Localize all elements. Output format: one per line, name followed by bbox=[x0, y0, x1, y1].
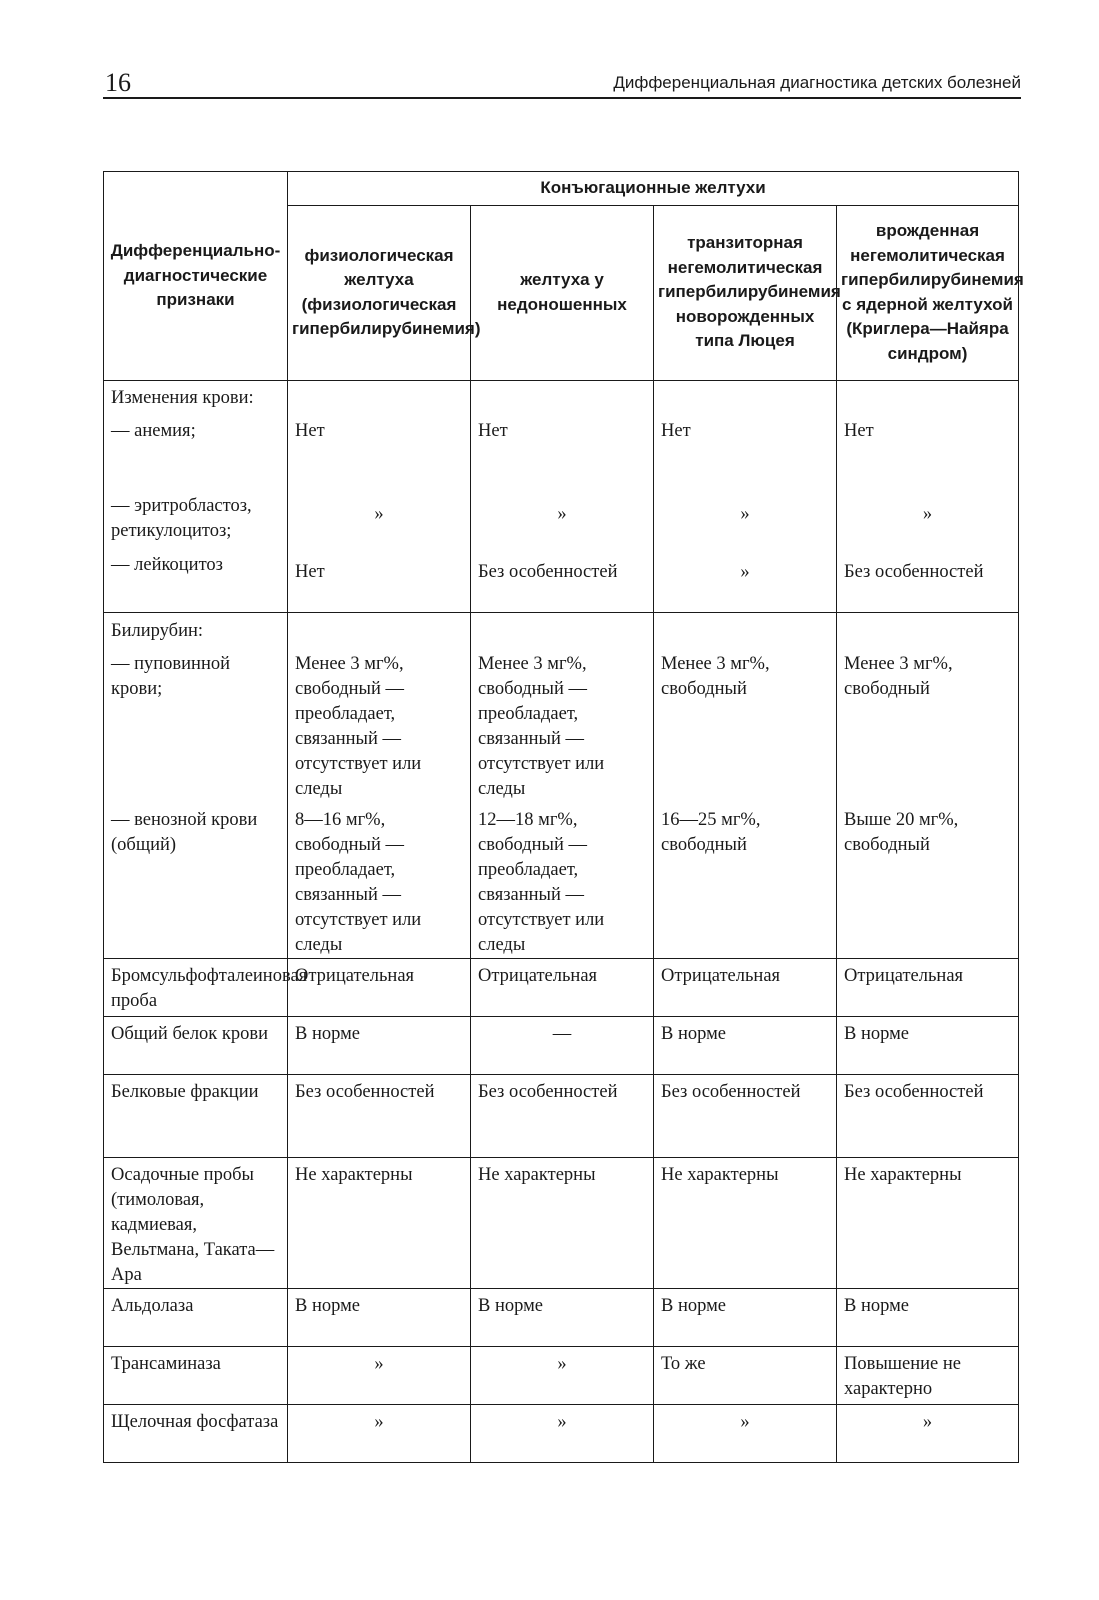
table-cell: Без особенностей bbox=[288, 1074, 471, 1157]
page-number: 16 bbox=[105, 68, 131, 97]
table-cell: » bbox=[471, 1346, 654, 1404]
table-cell: Не характерны bbox=[654, 1157, 837, 1288]
table-cell bbox=[471, 612, 654, 958]
table-cell: В норме bbox=[288, 1016, 471, 1074]
row-label-blood bbox=[104, 380, 288, 612]
table-cell: Не характерны bbox=[471, 1157, 654, 1288]
cell-value: Менее 3 мг%, свободный bbox=[661, 653, 770, 699]
table-cell bbox=[837, 380, 1019, 612]
table-cell: » bbox=[471, 1404, 654, 1462]
table-cell: Повышение не характерно bbox=[837, 1346, 1019, 1404]
group-header: Конъюгационные желтухи bbox=[288, 172, 1019, 206]
section-title: Изменения крови: bbox=[111, 387, 254, 408]
table-cell: Отрицательная bbox=[471, 958, 654, 1016]
table-cell: В норме bbox=[837, 1016, 1019, 1074]
cell-value: 8—16 мг%, свободный — преобладает, связанный — отсутствует или следы bbox=[295, 809, 422, 955]
cell-value: Без особенностей bbox=[844, 561, 984, 582]
column-header: желтуха у недоношенных bbox=[471, 205, 654, 380]
sub-label: — пуповинной крови; bbox=[111, 653, 231, 699]
table-cell: То же bbox=[654, 1346, 837, 1404]
comparison-table bbox=[103, 171, 1024, 1463]
cell-value: Выше 20 мг%, свободный bbox=[844, 809, 959, 855]
cell-value: 16—25 мг%, свободный bbox=[661, 809, 761, 855]
cell-value: Менее 3 мг%, свободный — преобладает, связанный — отсутствует или следы bbox=[295, 653, 422, 799]
table-cell: Отрицательная bbox=[654, 958, 837, 1016]
row-label: Трансаминаза bbox=[104, 1346, 288, 1404]
sub-label: — анемия; bbox=[111, 420, 196, 441]
cell-value: » bbox=[740, 503, 750, 524]
row-header-cell: Дифференциально-диагностические признаки bbox=[104, 172, 288, 381]
cell-value: Нет bbox=[295, 420, 325, 441]
row-label: Общий белок крови bbox=[104, 1016, 288, 1074]
sub-label: — лейкоцитоз bbox=[111, 554, 223, 575]
sub-label: — эритробластоз, ретикулоцитоз; bbox=[111, 495, 252, 541]
table-cell bbox=[837, 612, 1019, 958]
table-cell: Без особенностей bbox=[837, 1074, 1019, 1157]
cell-value: 12—18 мг%, свободный — преобладает, связанный — отсутствует или следы bbox=[478, 809, 605, 955]
column-header: физиологическая желтуха (физиологическая гипербилирубинемия) bbox=[288, 205, 471, 380]
table-cell: Отрицательная bbox=[288, 958, 471, 1016]
running-title: Дифференциальная диагностика детских болезней bbox=[613, 73, 1021, 92]
sub-label: — венозной крови (общий) bbox=[111, 809, 258, 855]
cell-value: Менее 3 мг%, свободный bbox=[844, 653, 953, 699]
cell-value: Нет bbox=[844, 420, 874, 441]
table-cell: Отрицательная bbox=[837, 958, 1019, 1016]
cell-value: Менее 3 мг%, свободный — преобладает, связанный — отсутствует или следы bbox=[478, 653, 605, 799]
row-label-bilirubin bbox=[104, 612, 288, 958]
cell-value: » bbox=[374, 503, 384, 524]
table-cell: » bbox=[837, 1404, 1019, 1462]
cell-value: » bbox=[740, 561, 750, 582]
table-cell: Не характерны bbox=[837, 1157, 1019, 1288]
column-header: транзиторная негемолитическая гипербилирубинемия новорожденных типа Люцея bbox=[654, 205, 837, 380]
table-cell bbox=[654, 380, 837, 612]
column-header: врожденная негемолитическая гипербилирубинемия с ядерной желтухой (Криглера—Найяра синдром) bbox=[837, 205, 1019, 380]
table-cell: В норме bbox=[837, 1288, 1019, 1346]
cell-value: Нет bbox=[295, 561, 325, 582]
cell-value: Нет bbox=[478, 420, 508, 441]
table-cell: Не характерны bbox=[288, 1157, 471, 1288]
table-cell: Без особенностей bbox=[654, 1074, 837, 1157]
table-cell: В норме bbox=[288, 1288, 471, 1346]
cell-value: » bbox=[922, 503, 933, 524]
row-label: Белковые фракции bbox=[104, 1074, 288, 1157]
table-cell bbox=[288, 380, 471, 612]
table-cell bbox=[654, 612, 837, 958]
cell-value: Нет bbox=[661, 420, 691, 441]
cell-value: Без особенностей bbox=[478, 561, 618, 582]
table-cell: В норме bbox=[654, 1016, 837, 1074]
table-cell: Без особенностей bbox=[471, 1074, 654, 1157]
row-label: Бромсульфофталеиновая проба bbox=[104, 958, 288, 1016]
row-label: Осадочные пробы (тимоловая, кадмиевая, Вельтмана, Таката—Ара bbox=[104, 1157, 288, 1288]
row-label: Щелочная фосфатаза bbox=[104, 1404, 288, 1462]
table-cell bbox=[288, 612, 471, 958]
table-cell: — bbox=[471, 1016, 654, 1074]
table-cell: » bbox=[288, 1404, 471, 1462]
table-cell: В норме bbox=[471, 1288, 654, 1346]
table-cell: » bbox=[288, 1346, 471, 1404]
section-title: Билирубин: bbox=[111, 620, 204, 641]
cell-value: » bbox=[557, 503, 567, 524]
table-cell: В норме bbox=[654, 1288, 837, 1346]
row-label: Альдолаза bbox=[104, 1288, 288, 1346]
table-cell: » bbox=[654, 1404, 837, 1462]
header-rule bbox=[103, 97, 1021, 99]
table-cell bbox=[471, 380, 654, 612]
